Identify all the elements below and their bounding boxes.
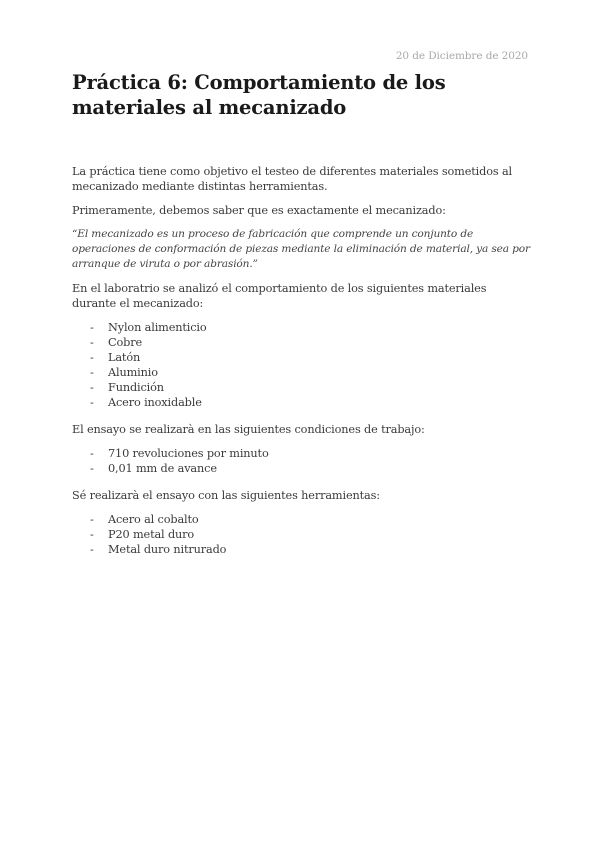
conditions-list: [72, 446, 532, 476]
bullet-dash: -: [90, 351, 94, 364]
definition-lead-paragraph: Primeramente, debemos saber que es exactamente el mecanizado:: [72, 204, 446, 217]
list-item: - Fundición: [90, 381, 164, 394]
definition-quote: “El mecanizado es un proceso de fabricación que comprende un conjunto de operaciones de conformación de piezas mediante la eliminación de material, ya sea por arranque de viruta o por abrasión.”: [72, 228, 530, 270]
materials-list: [72, 320, 532, 410]
list-item: - Latón: [90, 351, 141, 364]
document-date: 20 de Diciembre de 2020: [395, 50, 528, 62]
list-item: - P20 metal duro: [90, 528, 195, 541]
list-item: - Nylon alimenticio: [90, 321, 207, 334]
list-item: - Metal duro nitrurado: [90, 543, 227, 556]
bullet-dash: -: [90, 381, 94, 394]
page-title: Práctica 6: Comportamiento de los materiales al mecanizado: [72, 71, 446, 119]
bullet-dash: -: [90, 513, 94, 526]
bullet-dash: -: [90, 462, 94, 475]
bullet-dash: -: [90, 447, 94, 460]
list-item: - Aluminio: [90, 366, 158, 379]
list-item: - 710 revoluciones por minuto: [90, 447, 269, 460]
tools-lead-paragraph: Sé realizarà el ensayo con las siguientes herramientas:: [72, 489, 380, 502]
list-item: - Acero inoxidable: [90, 396, 202, 409]
list-item: - Cobre: [90, 336, 143, 349]
tools-list: [72, 512, 532, 557]
bullet-dash: -: [90, 336, 94, 349]
list-item: - 0,01 mm de avance: [90, 462, 217, 475]
bullet-dash: -: [90, 366, 94, 379]
conditions-lead-paragraph: El ensayo se realizarà en las siguientes condiciones de trabajo:: [72, 423, 425, 436]
intro-paragraph: La práctica tiene como objetivo el testeo de diferentes materiales sometidos al mecanizado mediante distintas herramientas.: [72, 165, 512, 193]
bullet-dash: -: [90, 396, 94, 409]
list-item: - Acero al cobalto: [90, 513, 199, 526]
document-body: [72, 148, 532, 569]
bullet-dash: -: [90, 321, 94, 334]
materials-lead-paragraph: En el laboratrio se analizó el comportamiento de los siguientes materiales durante el mecanizado:: [72, 282, 487, 310]
bullet-dash: -: [90, 543, 94, 556]
bullet-dash: -: [90, 528, 94, 541]
